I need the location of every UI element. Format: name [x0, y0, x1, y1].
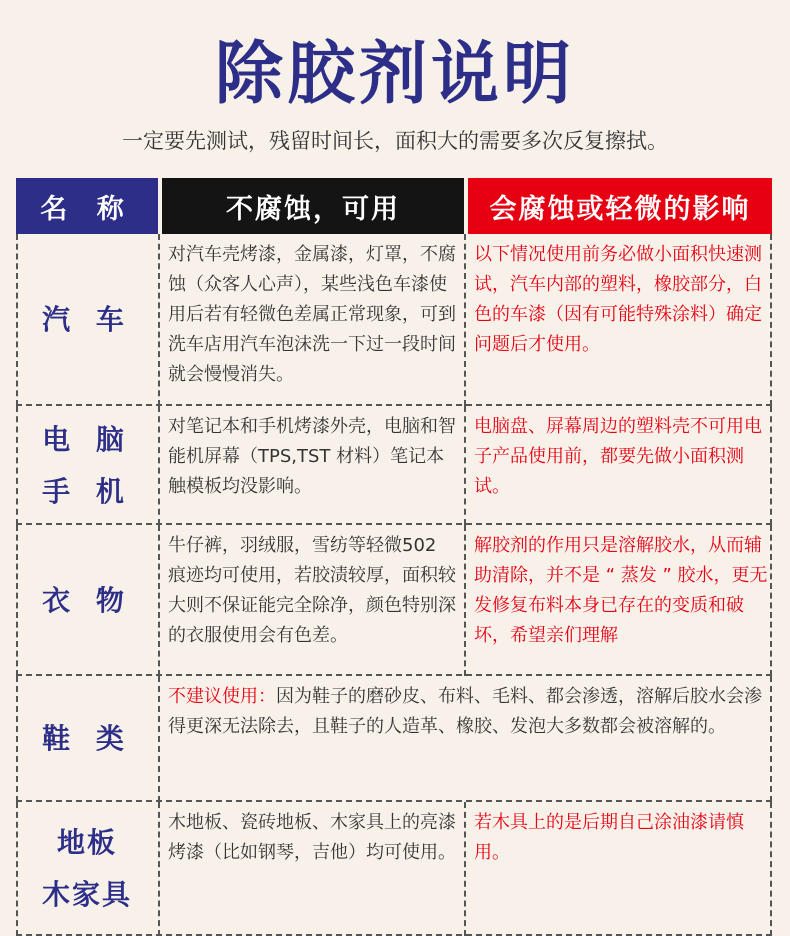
header-name: 名 称: [16, 178, 158, 234]
row-name-line: 汽 车: [42, 303, 132, 336]
row-ok-text: 对笔记本和手机烤漆外壳，电脑和智能机屏幕（TPS,TST 材料）笔记本触模板均没影响。: [168, 416, 456, 497]
row-name-line: 电 脑: [42, 422, 132, 456]
table-row-floor-furniture: [16, 802, 772, 936]
page-title: 除胶剂说明: [214, 35, 575, 114]
table-row-clothing: [16, 525, 772, 676]
table-row-shoes: [16, 676, 772, 802]
not-recommended-label: 不建议使用：: [168, 686, 276, 707]
row-ok-text: 对汽车壳烤漆，金属漆，灯罩，不腐蚀（众客人心声），某些浅色车漆使用后若有轻微色差属正常现象，可到洗车店用汽车泡沫洗一下过一段时间就会慢慢消失。: [168, 244, 456, 385]
row-bad-text: 电脑盘、屏幕周边的塑料壳不可用电子产品使用前，都要先做小面积测试。: [474, 416, 762, 497]
row-bad-text: 若木具上的是后期自己涂油漆请慎用。: [474, 812, 744, 863]
row-name: [16, 802, 158, 936]
row-name: [16, 406, 158, 525]
row-ok-text: 牛仔裤，羽绒服，雪纺等轻微502 痕迹均可使用，若胶渍较厚，面积较大则不保证能完全除净，颜色特别深的衣服使用会有色差。: [168, 535, 456, 646]
header-corrosive: 会腐蚀或轻微的影响: [468, 178, 772, 234]
row-name-line: 衣 物: [42, 583, 132, 617]
row-bad-text: 解胶剂的作用只是溶解胶水，从而辅助清除，并不是 “ 蒸发 ” 胶水，更无发修复布料本身已存在的变质和破坏，希望亲们理解: [474, 535, 768, 646]
row-name-line: 木家具: [41, 878, 132, 911]
row-bad-text: 以下情况使用前务必做小面积快速测试，汽车内部的塑料，橡胶部分，白色的车漆（因有可能特殊涂料）确定问题后才使用。: [474, 244, 762, 355]
row-name: [16, 676, 158, 802]
page-subtitle: 一定要先测试，残留时间长，面积大的需要多次反复擦拭。: [122, 129, 668, 153]
row-wide-text: [168, 676, 766, 802]
instruction-table: [16, 178, 772, 936]
row-name: [16, 234, 158, 406]
header-non-corrosive: 不腐蚀，可用: [162, 178, 464, 234]
table-row-car: [16, 234, 772, 406]
table-row-computer-phone: [16, 406, 772, 525]
row-name: [16, 525, 158, 676]
row-name-line: 鞋 类: [42, 722, 132, 755]
row-name-line: 地板: [56, 826, 117, 859]
row-name-line: 手 机: [42, 474, 132, 508]
row-wide-body: 因为鞋子的磨砂皮、布料、毛料、都会渗透，溶解后胶水会渗得更深无法除去，且鞋子的人造革、橡胶、发泡大多数都会被溶解的。: [168, 686, 762, 737]
row-ok-text: 木地板、瓷砖地板、木家具上的亮漆烤漆（比如钢琴，吉他）均可使用。: [168, 812, 456, 863]
